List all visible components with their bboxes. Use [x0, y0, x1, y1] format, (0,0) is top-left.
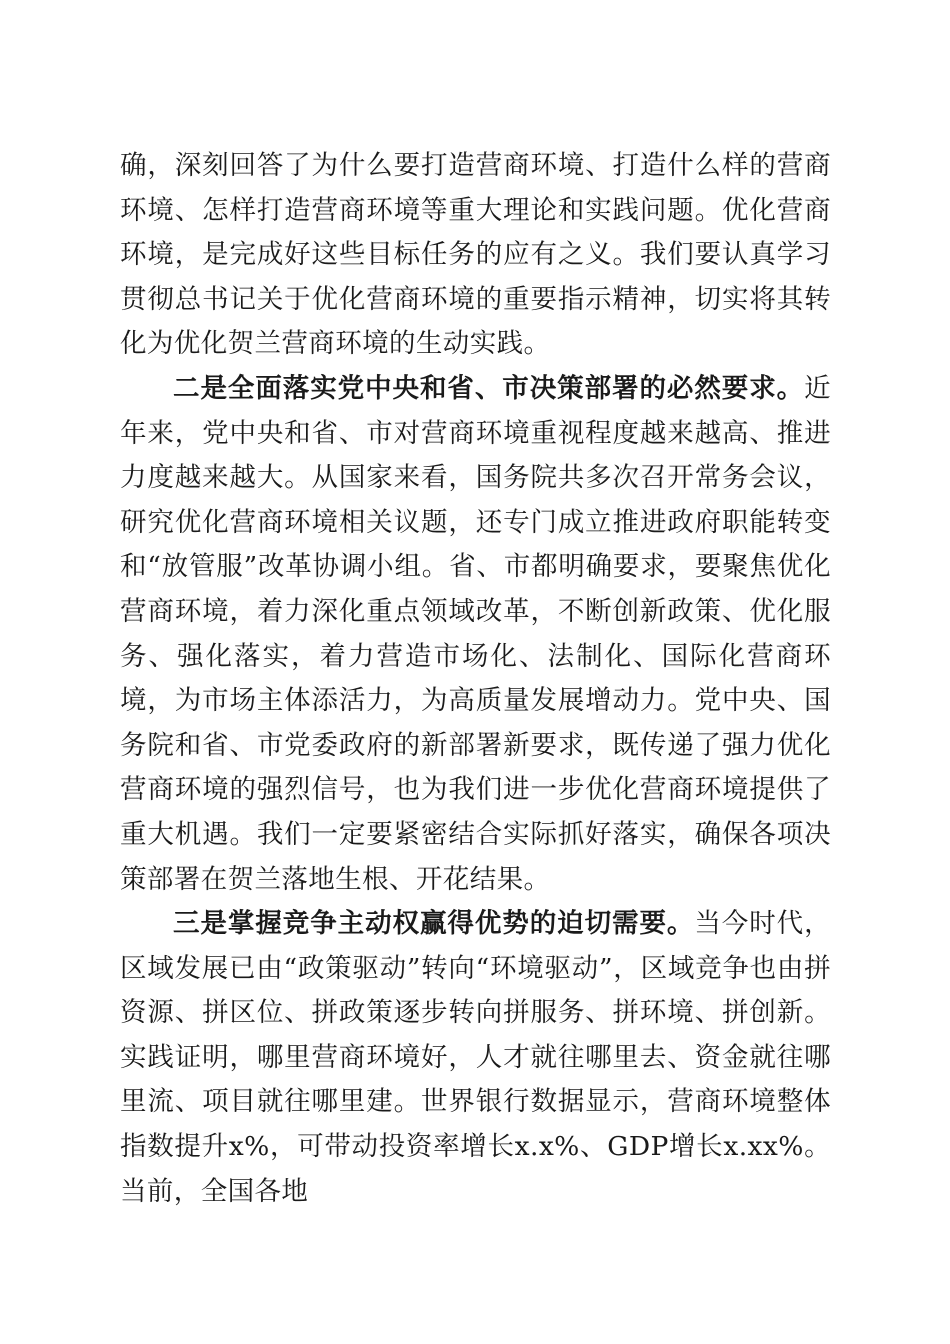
paragraph-body: 当今时代，区域发展已由“政策驱动”转向“环境驱动”，区域竞争也由拼资源、拼区位、拼政策逐步转向拼服务、拼环境、拼创新。实践证明，哪里营商环境好，人才就往哪里去、资金就往哪里流、项目就往哪里建。世界银行数据显示，营商环境整体指数提升x%，可带动投资率增长x.x%、GDP增长x.xx%。当前，全国各地: [120, 908, 831, 1207]
paragraph-point-three: [120, 902, 831, 1214]
paragraph-lead: 三是掌握竞争主动权赢得优势的迫切需要。: [173, 908, 695, 940]
paragraph-lead: 二是全面落实党中央和省、市决策部署的必然要求。: [173, 372, 805, 404]
paragraph-point-two: [120, 367, 831, 902]
paragraph-continuation: [120, 144, 831, 367]
paragraph-body: 确，深刻回答了为什么要打造营商环境、打造什么样的营商环境、怎样打造营商环境等重大理论和实践问题。优化营商环境，是完成好这些目标任务的应有之义。我们要认真学习贯彻总书记关于优化营商环境的重要指示精神，切实将其转化为优化贺兰营商环境的生动实践。: [120, 150, 831, 360]
document-page: [120, 144, 831, 1214]
paragraph-body: 近年来，党中央和省、市对营商环境重视程度越来越高、推进力度越来越大。从国家来看，国务院共多次召开常务会议，研究优化营商环境相关议题，还专门成立推进政府职能转变和“放管服”改革协调小组。省、市都明确要求，要聚焦优化营商环境，着力深化重点领域改革，不断创新政策、优化服务、强化落实，着力营造市场化、法制化、国际化营商环境，为市场主体添活力，为高质量发展增动力。党中央、国务院和省、市党委政府的新部署新要求，既传递了强力优化营商环境的强烈信号，也为我们进一步优化营商环境提供了重大机遇。我们一定要紧密结合实际抓好落实，确保各项决策部署在贺兰落地生根、开花结果。: [120, 372, 831, 895]
